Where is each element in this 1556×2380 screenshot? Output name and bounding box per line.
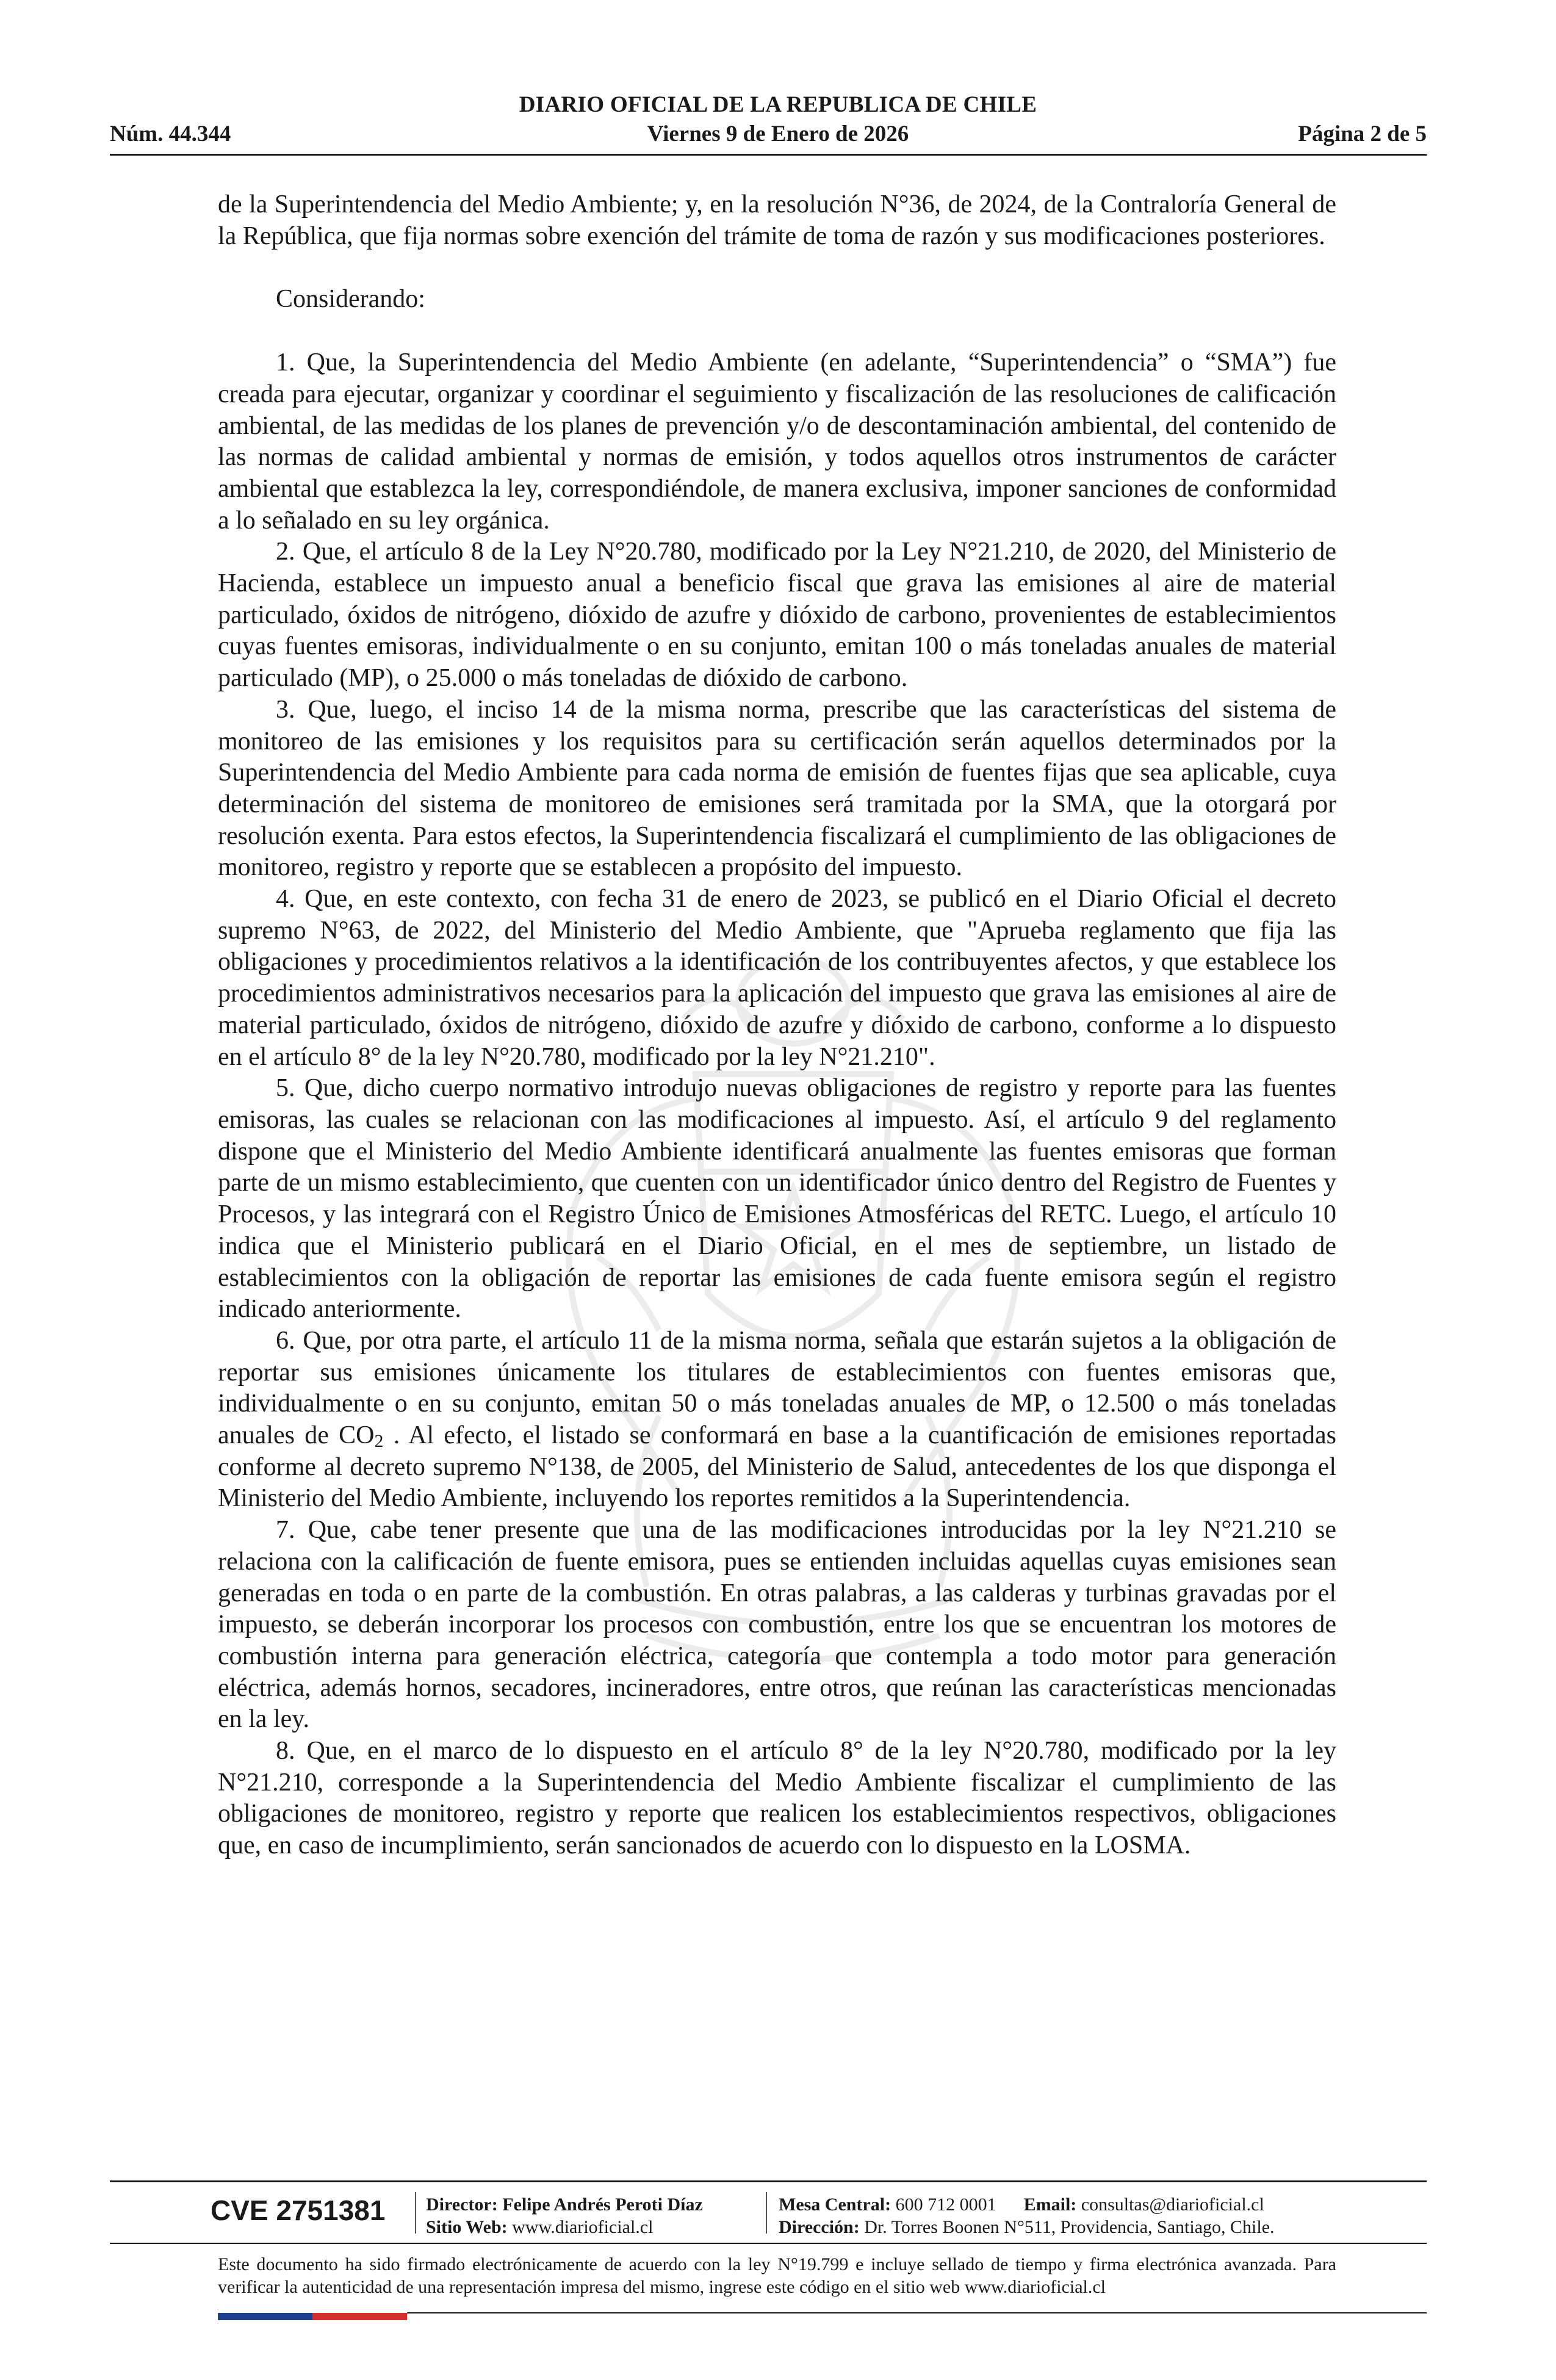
item-6-text-end: . Al efecto, el listado se conformará en base a la cuantificación de emisiones reportadas conforme al decreto supremo N°138, de 2005, del Ministerio de Salud, antecedentes de los que disponga el Ministerio del Medio Ambiente, incluyendo los reportes remitidos a la Superintendencia.: [218, 1421, 1336, 1513]
considerando-heading: Considerando:: [276, 285, 425, 314]
considerando-item-8: 8. Que, en el marco de lo dispuesto en el artículo 8° de la ley N°20.780, modificado por la ley N°21.210, corresponde a la Superintendencia del Medio Ambiente fiscalizar el cumplimiento de las obligaciones de monitoreo, registro y reporte que realicen los establecimientos respectivos, obligaciones que, en caso de incumplimiento, serán sancionados de acuerdo con lo dispuesto en la LOSMA.: [218, 1737, 1336, 1860]
website-link[interactable]: www.diarioficial.cl: [512, 2217, 654, 2237]
mesa-central-label: Mesa Central:: [779, 2194, 891, 2215]
director-label: Director:: [426, 2194, 498, 2215]
footer-top-divider: [110, 2180, 1427, 2182]
director-line: [426, 2193, 703, 2216]
considerando-item-5: 5. Que, dicho cuerpo normativo introdujo nuevas obligaciones de registro y reporte para las fuentes emisoras, las cuales se relacionan con las modificaciones al impuesto. Así, el artículo 9 del reglamento dispone que el Ministerio del Medio Ambiente identificará anualmente las fuentes emisoras que forman parte de un mismo establecimiento, que cuenten con un identificador único dentro del Registro de Fuentes y Procesos, y las integrará con el Registro Único de Emisiones Atmosféricas del RETC. Luego, el artículo 10 indica que el Ministerio publicará en el Diario Oficial, en el mes de septiembre, un listado de establecimientos con la obligación de reportar las emisiones de cada fuente emisora según el registro indicado anteriormente.: [218, 1074, 1336, 1324]
issue-number: Núm. 44.344: [110, 121, 231, 146]
item-6-text-start: 6. Que, por otra parte, el artículo 11 de la misma norma, señala que estarán sujetos a la obligación de reportar sus emisiones únicamente los titulares de establecimientos con fuentes emisoras que, individualmente o en su conjunto, emitan 50 o más toneladas anuales de MP, o 12.500 o más toneladas anuales de CO: [218, 1326, 1336, 1450]
considerando-item-3: 3. Que, luego, el inciso 14 de la misma norma, prescribe que las características del sistema de monitoreo de las emisiones y los requisitos para su certificación serán aquellos determinados por la Superintendencia del Medio Ambiente para cada norma de emisión de fuentes fijas que sea aplicable, cuya determinación del sistema de monitoreo de emisiones será tramitada por la SMA, que la otorgará por resolución exenta. Para estos efectos, la Superintendencia fiscalizará el cumplimiento de las obligaciones de monitoreo, registro y reporte que se establecen a propósito del impuesto.: [218, 695, 1336, 882]
director-name: Felipe Andrés Peroti Díaz: [502, 2194, 703, 2215]
intro-paragraph: de la Superintendencia del Medio Ambiente; y, en la resolución N°36, de 2024, de la Contraloría General de la República, que fija normas sobre exención del trámite de toma de razón y sus modificaciones posteriores.: [218, 190, 1336, 250]
co2-subscript: 2: [374, 1431, 384, 1452]
issue-date: Viernes 9 de Enero de 2026: [647, 121, 909, 146]
flag-blue-segment: [218, 2313, 312, 2320]
considerando-item-7: 7. Que, cabe tener presente que una de las modificaciones introducidas por la ley N°21.210 se relaciona con la calificación de fuente emisora, pues se entienden incluidas aquellas cuyas emisiones sean generadas en toda o en parte de la combustión. En otras palabras, a las calderas y turbinas gravadas por el impuesto, se deberán incorporar los procesos con combustión, entre los que se encuentran los motores de combustión interna para generación eléctrica, categoría que contempla a todo motor para generación eléctrica, además hornos, secadores, incineradores, entre otros, que reúnan las características mencionadas en la ley.: [218, 1516, 1336, 1734]
notice-text: Este documento ha sido firmado electrónicamente de acuerdo con la ley N°19.799 e incluye sellado de tiempo y firma electrónica avanzada. Para verificar la autenticidad de una representación impresa del mismo, ingrese este código en el sitio web www.diarioficial.cl: [218, 2254, 1336, 2297]
considerando-item-6: [218, 1325, 1336, 1515]
page-indicator: Página 2 de 5: [1298, 121, 1427, 146]
footer-separator: [766, 2192, 767, 2234]
publication-title: DIARIO OFICIAL DE LA REPUBLICA DE CHILE: [519, 92, 1037, 117]
email-link[interactable]: consultas@diarioficial.cl: [1081, 2194, 1264, 2215]
address-label: Dirección:: [779, 2217, 860, 2237]
electronic-signature-notice: [218, 2253, 1336, 2298]
footer-bottom-divider: [407, 2312, 1427, 2313]
mesa-central-phone: 600 712 0001: [895, 2194, 996, 2215]
address-line: [779, 2216, 1275, 2238]
email-label: Email:: [1023, 2194, 1077, 2215]
mesa-central-line: [779, 2193, 1264, 2216]
considerando-item-4: 4. Que, en este contexto, con fecha 31 de enero de 2023, se publicó en el Diario Oficial el decreto supremo N°63, de 2022, del Ministerio del Medio Ambiente, que "Aprueba reglamento que fija las obligaciones y procedimientos relativos a la identificación de los contribuyentes afectos, y que establece los procedimientos administrativos necesarios para la aplicación del impuesto que grava las emisiones al aire de material particulado, óxidos de nitrógeno, dióxido de azufre y dióxido de carbono, conforme a lo dispuesto en el artículo 8° de la ley N°20.780, modificado por la ley N°21.210".: [218, 885, 1336, 1071]
website-label: Sitio Web:: [426, 2217, 508, 2237]
cve-code: CVE 2751381: [211, 2194, 386, 2226]
footer-middle-divider: [110, 2243, 1427, 2244]
website-line: [426, 2216, 653, 2238]
address-value: Dr. Torres Boonen N°511, Providencia, Santiago, Chile.: [864, 2217, 1275, 2237]
considerando-item-1: 1. Que, la Superintendencia del Medio Ambiente (en adelante, “Superintendencia” o “SMA”) fue creada para ejecutar, organizar y coordinar el seguimiento y fiscalización de las resoluciones de calificación ambiental, de las medidas de los planes de prevención y/o de descontaminación ambiental, del contenido de las normas de calidad ambiental y normas de emisión, y todos aquellos otros instrumentos de carácter ambiental que establezca la ley, correspondiéndole, de manera exclusiva, imponer sanciones de conformidad a lo señalado en su ley orgánica.: [218, 348, 1336, 535]
flag-color-bar: [218, 2313, 407, 2320]
considerando-item-2: 2. Que, el artículo 8 de la Ley N°20.780, modificado por la Ley N°21.210, de 2020, del Ministerio de Hacienda, establece un impuesto anual a beneficio fiscal que grava las emisiones al aire de material particulado, óxidos de nitrógeno, dióxido de azufre y dióxido de carbono, provenientes de establecimientos cuyas fuentes emisoras, individualmente o en su conjunto, emitan 100 o más toneladas anuales de material particulado (MP), o 25.000 o más toneladas de dióxido de carbono.: [218, 538, 1336, 693]
footer-separator: [415, 2192, 416, 2234]
flag-red-segment: [312, 2313, 407, 2320]
document-body: [218, 189, 1336, 1862]
header-divider: [110, 154, 1427, 156]
